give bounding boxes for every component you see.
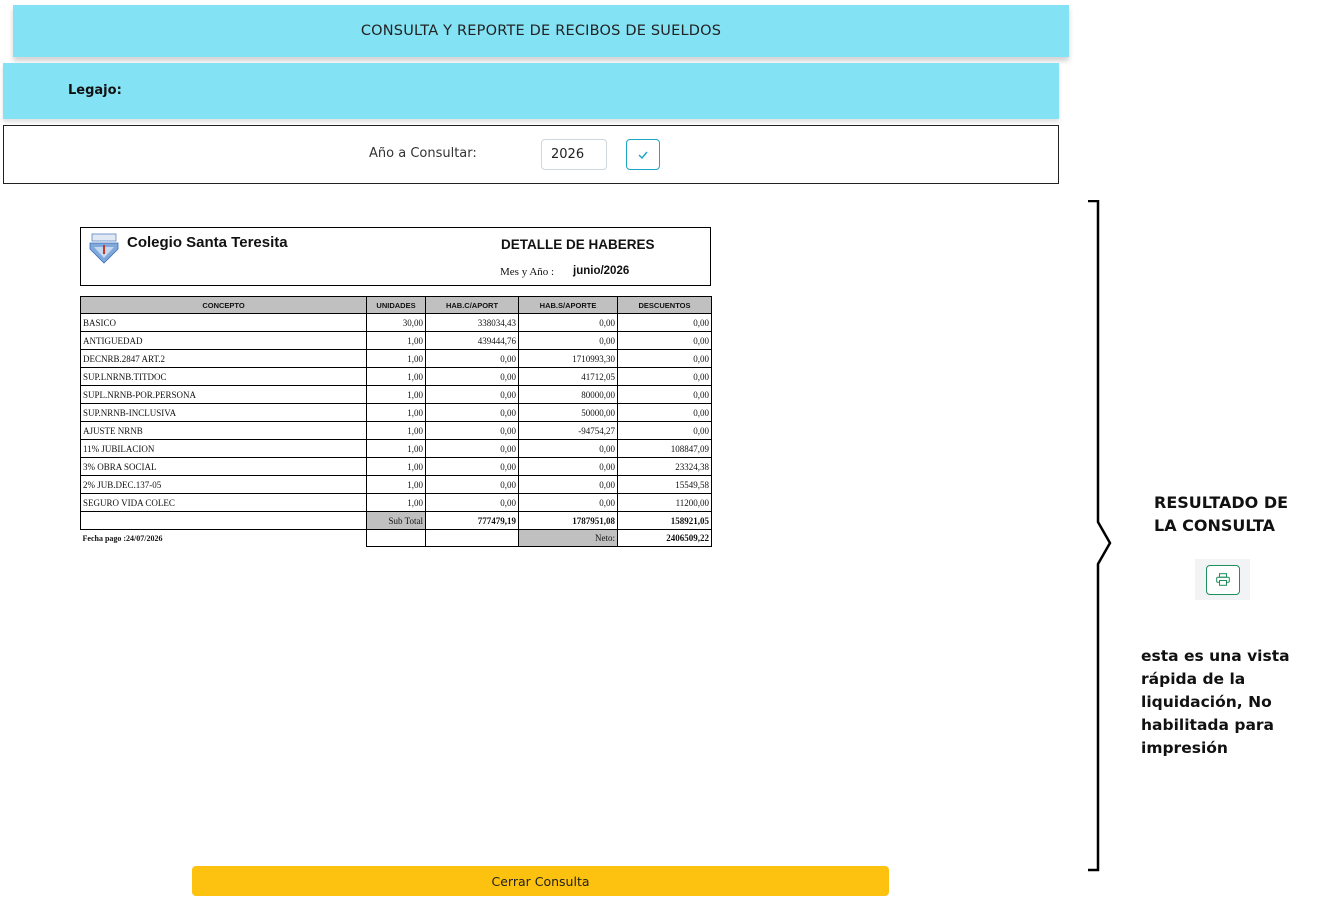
value-cell: 11200,00	[618, 494, 712, 512]
value-cell: 50000,00	[519, 404, 618, 422]
table-row	[81, 350, 712, 368]
mes-value: junio/2026	[573, 265, 630, 277]
neto-blank	[367, 530, 426, 547]
value-cell: 0,00	[519, 440, 618, 458]
table-row	[81, 314, 712, 332]
table-row	[81, 368, 712, 386]
page-title: CONSULTA Y REPORTE DE RECIBOS DE SUELDOS	[360, 23, 722, 39]
value-cell: 1,00	[367, 404, 426, 422]
value-cell: 1,00	[367, 368, 426, 386]
value-cell: 1,00	[367, 494, 426, 512]
concept-cell: AJUSTE NRNB	[81, 422, 367, 440]
value-cell: 15549,58	[618, 476, 712, 494]
value-cell: 0,00	[519, 458, 618, 476]
subtotal-hab-s: 1787951,08	[519, 512, 618, 530]
table-row	[81, 422, 712, 440]
value-cell: 80000,00	[519, 386, 618, 404]
subtotal-blank	[81, 512, 367, 530]
subtotal-hab-c: 777479,19	[426, 512, 519, 530]
table-row	[81, 476, 712, 494]
value-cell: 0,00	[618, 386, 712, 404]
column-header: HAB.S/APORTE	[519, 297, 618, 314]
table-row	[81, 494, 712, 512]
value-cell: 439444,76	[426, 332, 519, 350]
value-cell: 1710993,30	[519, 350, 618, 368]
value-cell: 0,00	[426, 386, 519, 404]
value-cell: 0,00	[618, 422, 712, 440]
value-cell: 1,00	[367, 386, 426, 404]
value-cell: 41712,05	[519, 368, 618, 386]
year-panel	[3, 125, 1059, 184]
payroll-table	[80, 296, 712, 547]
value-cell: 30,00	[367, 314, 426, 332]
value-cell: 0,00	[426, 422, 519, 440]
receipt-title: DETALLE DE HABERES	[501, 237, 655, 252]
value-cell: 0,00	[519, 476, 618, 494]
value-cell: 0,00	[426, 458, 519, 476]
value-cell: 0,00	[519, 314, 618, 332]
value-cell: 0,00	[618, 350, 712, 368]
legajo-bar	[3, 63, 1059, 119]
concept-cell: SUP.LNRNB.TITDOC	[81, 368, 367, 386]
value-cell: 1,00	[367, 350, 426, 368]
neto-blank	[426, 530, 519, 547]
school-logo	[89, 233, 119, 265]
concept-cell: SEGURO VIDA COLEC	[81, 494, 367, 512]
value-cell: 0,00	[426, 440, 519, 458]
value-cell: 0,00	[618, 332, 712, 350]
value-cell: 0,00	[426, 476, 519, 494]
concept-cell: BASICO	[81, 314, 367, 332]
result-bracket	[1084, 200, 1124, 872]
table-row	[81, 440, 712, 458]
concept-cell: SUPL.NRNB-POR.PERSONA	[81, 386, 367, 404]
value-cell: 0,00	[426, 404, 519, 422]
value-cell: 0,00	[519, 332, 618, 350]
check-icon	[638, 151, 648, 159]
value-cell: 108847,09	[618, 440, 712, 458]
school-name: Colegio Santa Teresita	[127, 234, 288, 251]
value-cell: 0,00	[519, 494, 618, 512]
concept-cell: ANTIGUEDAD	[81, 332, 367, 350]
value-cell: 0,00	[618, 368, 712, 386]
result-title: RESULTADO DE LA CONSULTA	[1154, 493, 1289, 535]
mes-label: Mes y Año :	[500, 266, 555, 278]
fecha-pago: Fecha pago :24/07/2026	[82, 533, 163, 543]
value-cell: 23324,38	[618, 458, 712, 476]
year-input[interactable]	[541, 139, 607, 170]
value-cell: 0,00	[426, 368, 519, 386]
subtotal-desc: 158921,05	[618, 512, 712, 530]
value-cell: 0,00	[426, 494, 519, 512]
concept-cell: SUP.NRNB-INCLUSIVA	[81, 404, 367, 422]
value-cell: 338034,43	[426, 314, 519, 332]
print-area	[1195, 559, 1250, 600]
legajo-label: Legajo:	[68, 83, 122, 98]
value-cell: 1,00	[367, 332, 426, 350]
value-cell: 0,00	[618, 404, 712, 422]
table-row	[81, 458, 712, 476]
value-cell: 1,00	[367, 422, 426, 440]
printer-icon	[1216, 573, 1230, 586]
page-header	[13, 5, 1069, 57]
column-header: CONCEPTO	[81, 297, 367, 314]
payroll-rows	[81, 314, 712, 512]
confirm-button[interactable]	[626, 139, 660, 170]
column-header: HAB.C/APORT	[426, 297, 519, 314]
subtotal-label: Sub Total	[367, 512, 426, 530]
concept-cell: 2% JUB.DEC.137-05	[81, 476, 367, 494]
value-cell: 0,00	[426, 350, 519, 368]
year-label: Año a Consultar:	[369, 146, 477, 161]
value-cell: 1,00	[367, 458, 426, 476]
neto-label: Neto:	[519, 530, 618, 547]
concept-cell: 3% OBRA SOCIAL	[81, 458, 367, 476]
value-cell: 0,00	[618, 314, 712, 332]
value-cell: 1,00	[367, 440, 426, 458]
close-consulta-button[interactable]: Cerrar Consulta	[192, 866, 889, 896]
preview-note: esta es una vista rápida de la liquidación, No habilitada para impresión	[1141, 647, 1290, 757]
concept-cell: 11% JUBILACION	[81, 440, 367, 458]
column-header: UNIDADES	[367, 297, 426, 314]
table-row	[81, 404, 712, 422]
column-header: DESCUENTOS	[618, 297, 712, 314]
neto-value: 2406509,22	[618, 530, 712, 547]
value-cell: 1,00	[367, 476, 426, 494]
table-row	[81, 386, 712, 404]
print-button[interactable]	[1206, 565, 1240, 595]
value-cell: -94754,27	[519, 422, 618, 440]
table-row	[81, 332, 712, 350]
concept-cell: DECNRB.2847 ART.2	[81, 350, 367, 368]
